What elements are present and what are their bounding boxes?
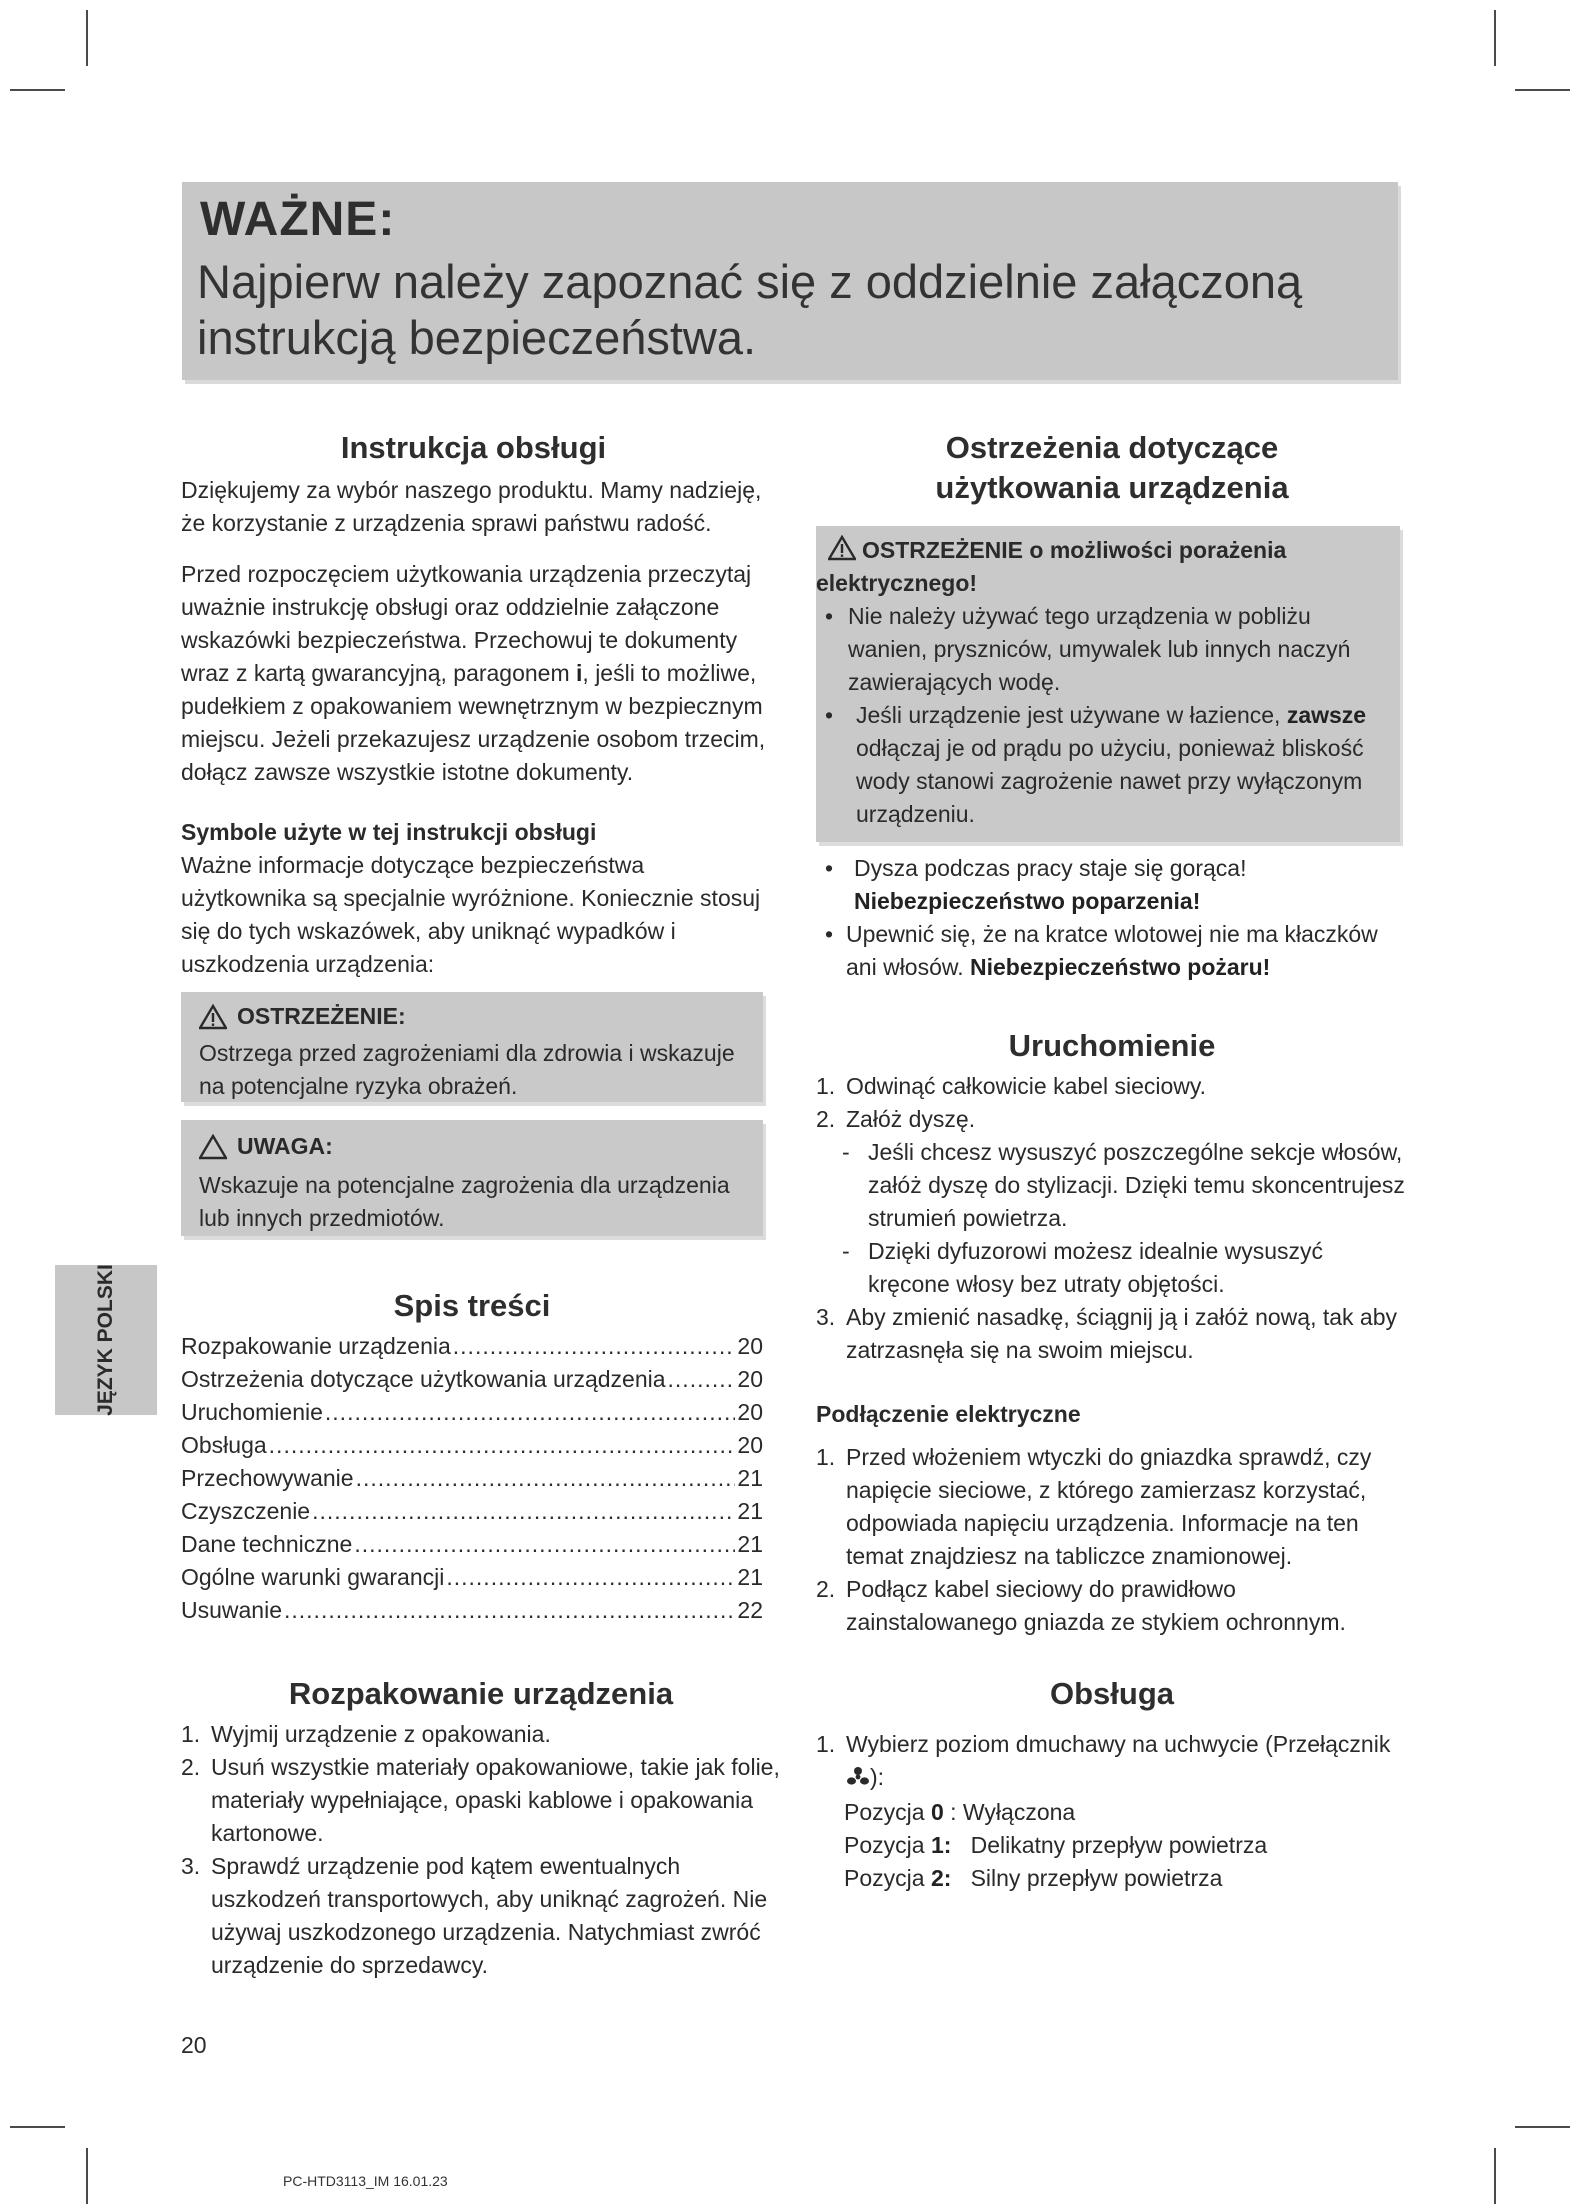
important-banner: [182, 182, 1398, 380]
list-item: 2. Załóż dyszę.: [816, 1106, 976, 1132]
language-label: JĘZYK POLSKI: [94, 1264, 117, 1416]
crop-mark: [10, 2126, 65, 2128]
warning-icon: [199, 1004, 227, 1030]
crop-mark: [1515, 2126, 1570, 2128]
electric-shock-warning-box: [816, 526, 1400, 842]
symbols-text: Ważne informacje dotyczące bezpieczeństwa użytkownika są specjalnie wyróżnione. Koniecznie stosuj się do tych wskazówek, aby uniknąć wypadków i uszkodzenia urządzenia:: [181, 852, 761, 977]
list-item: • Nie należy używać tego urządzenia w pobliżu wanien, pryszniców, umywalek lub innych naczyń zawierających wodę.: [824, 603, 1351, 695]
list-item: - Dzięki dyfuzorowi możesz idealnie wysuszyć kręcone włosy bez utraty objętości.: [842, 1238, 1324, 1297]
intro-paragraph-1: Dziękujemy za wybór naszego produktu. Mamy nadzieję, że korzystanie z urządzenia sprawi państwu radość.: [181, 477, 762, 536]
toc-heading: Spis treści: [393, 1288, 551, 1323]
intro-paragraph-2: Przed rozpoczęciem użytkowania urządzenia przeczytaj uważnie instrukcję obsługi oraz oddzielnie załączone wskazówki bezpieczeństwa. Przechowuj te dokumenty wraz z kartą gwarancyjną, paragonem i, jeśli to możliwe, pudełkiem z opakowaniem wewnętrznym w bezpiecznym miejscu. Jeżeli przekazujesz urządzenie osobom trzecim, dołącz zawsze wszystkie istotne dokumenty.: [181, 561, 766, 785]
warnings-extra: [816, 852, 1408, 984]
symbols-section: [181, 816, 766, 981]
electrical-heading: Podłączenie elektryczne: [816, 1401, 1081, 1427]
crop-mark: [1494, 10, 1496, 66]
list-item: 1. Wybierz poziom dmuchawy na uchwycie (Przełącznik ):: [816, 1728, 1408, 1796]
caution-legend-text: Wskazuje na potencjalne zagrożenia dla urządzenia lub innych przedmiotów.: [199, 1172, 730, 1231]
warnings-heading-line-1: Ostrzeżenia dotyczące: [945, 430, 1279, 465]
electrical-section: [816, 1398, 1408, 1639]
position-0: Pozycja 0 : Wyłączona: [844, 1799, 1076, 1825]
caution-legend-title: UWAGA:: [237, 1133, 333, 1159]
toc-entry[interactable]: Przechowywanie ..... 21: [181, 1462, 763, 1495]
warning-legend-title: OSTRZEŻENIE:: [237, 1003, 406, 1029]
list-item: 2. Usuń wszystkie materiały opakowaniowe, takie jak folie, materiały wypełniające, opaski kablowe i opakowania kartonowe.: [181, 1754, 780, 1846]
crop-mark: [10, 89, 65, 91]
operation-heading: Obsługa: [1049, 1676, 1174, 1711]
operation-section: [816, 1674, 1408, 1895]
list-item: • Dysza podczas pracy staje się gorąca! Niebezpieczeństwo poparzenia!: [824, 855, 1247, 914]
list-item: • Jeśli urządzenie jest używane w łazience, zawsze odłączaj je od prądu po użyciu, ponieważ bliskość wody stanowi zagrożenie nawet przy wyłączonym urządzeniu.: [824, 702, 1367, 827]
banner-title: WAŻNE:: [200, 193, 396, 246]
fan-icon: [846, 1763, 870, 1796]
unpacking-section: [181, 1674, 781, 1982]
warning-legend-box: [181, 992, 763, 1102]
crop-mark: [86, 2148, 88, 2204]
footer-code: PC-HTD3113_IM 16.01.23: [283, 2173, 448, 2189]
startup-section: [816, 1026, 1408, 1367]
symbols-heading: Symbole użyte w tej instrukcji obsługi: [181, 819, 597, 845]
list-item: 1. Odwinąć całkowicie kabel sieciowy.: [816, 1073, 1207, 1099]
warning-legend-text: Ostrzega przed zagrożeniami dla zdrowia i wskazuje na potencjalne ryzyka obrażeń.: [199, 1040, 735, 1099]
intro-heading: Instrukcja obsługi: [340, 430, 607, 465]
list-item: 1. Wyjmij urządzenie z opakowania.: [181, 1721, 551, 1747]
banner-text: Najpierw należy zapoznać się z oddzielnie załączoną instrukcją bezpieczeństwa.: [197, 255, 1303, 364]
toc-entry[interactable]: Ostrzeżenia dotyczące użytkowania urządzenia ..... 20: [181, 1363, 763, 1396]
position-1: Pozycja 1: Delikatny przepływ powietrza: [844, 1832, 1268, 1858]
toc-entry[interactable]: Dane techniczne ..... 21: [181, 1528, 763, 1561]
warning-icon: [828, 535, 856, 561]
list-item: 2. Podłącz kabel sieciowy do prawidłowo zainstalowanego gniazda ze stykiem ochronnym.: [816, 1576, 1346, 1635]
language-side-tab: [55, 1265, 157, 1415]
table-of-contents: [181, 1286, 763, 1627]
toc-entry[interactable]: Obsługa ..... 20: [181, 1429, 763, 1462]
list-item: 1. Przed włożeniem wtyczki do gniazdka sprawdź, czy napięcie sieciowe, z którego zamierzasz korzystać, odpowiada napięciu urządzenia. Informacje na ten temat znajdziesz na tabliczce znamionowej.: [816, 1444, 1372, 1569]
startup-heading: Uruchomienie: [1008, 1028, 1216, 1063]
crop-mark: [1494, 2148, 1496, 2204]
intro-section: [181, 428, 766, 789]
warnings-section: [816, 428, 1408, 508]
toc-entry[interactable]: Czyszczenie ..... 21: [181, 1495, 763, 1528]
list-item: 3. Sprawdź urządzenie pod kątem ewentualnych uszkodzeń transportowych, aby uniknąć zagrożeń. Nie używaj uszkodzonego urządzenia. Natychmiast zwróć urządzenie do sprzedawcy.: [181, 1853, 768, 1978]
caution-legend-box: [181, 1120, 763, 1236]
warnings-heading-line-2: użytkowania urządzenia: [935, 470, 1289, 505]
position-2: Pozycja 2: Silny przepływ powietrza: [844, 1865, 1223, 1891]
crop-mark: [1515, 89, 1570, 91]
caution-icon: [199, 1134, 227, 1160]
list-item: 3. Aby zmienić nasadkę, ściągnij ją i załóż nową, tak aby zatrzasnęła się na swoim miejscu.: [816, 1304, 1398, 1363]
unpacking-heading: Rozpakowanie urządzenia: [288, 1676, 674, 1711]
toc-entry[interactable]: Rozpakowanie urządzenia ..... 20: [181, 1330, 763, 1363]
electric-warning-title: OSTRZEŻENIE o możliwości porażenia elektrycznego!: [816, 537, 1287, 596]
toc-entry[interactable]: Ogólne warunki gwarancji ..... 21: [181, 1561, 763, 1594]
list-item: • Upewnić się, że na kratce wlotowej nie ma kłaczków ani włosów. Niebezpieczeństwo pożaru!: [824, 921, 1378, 980]
toc-entry[interactable]: Usuwanie ..... 22: [181, 1594, 763, 1627]
list-item: - Jeśli chcesz wysuszyć poszczególne sekcje włosów, załóż dyszę do stylizacji. Dzięki temu skoncentrujesz strumień powietrza.: [842, 1139, 1405, 1231]
crop-mark: [86, 10, 88, 66]
toc-entry[interactable]: Uruchomienie ..... 20: [181, 1396, 763, 1429]
page-number: 20: [181, 2032, 207, 2058]
